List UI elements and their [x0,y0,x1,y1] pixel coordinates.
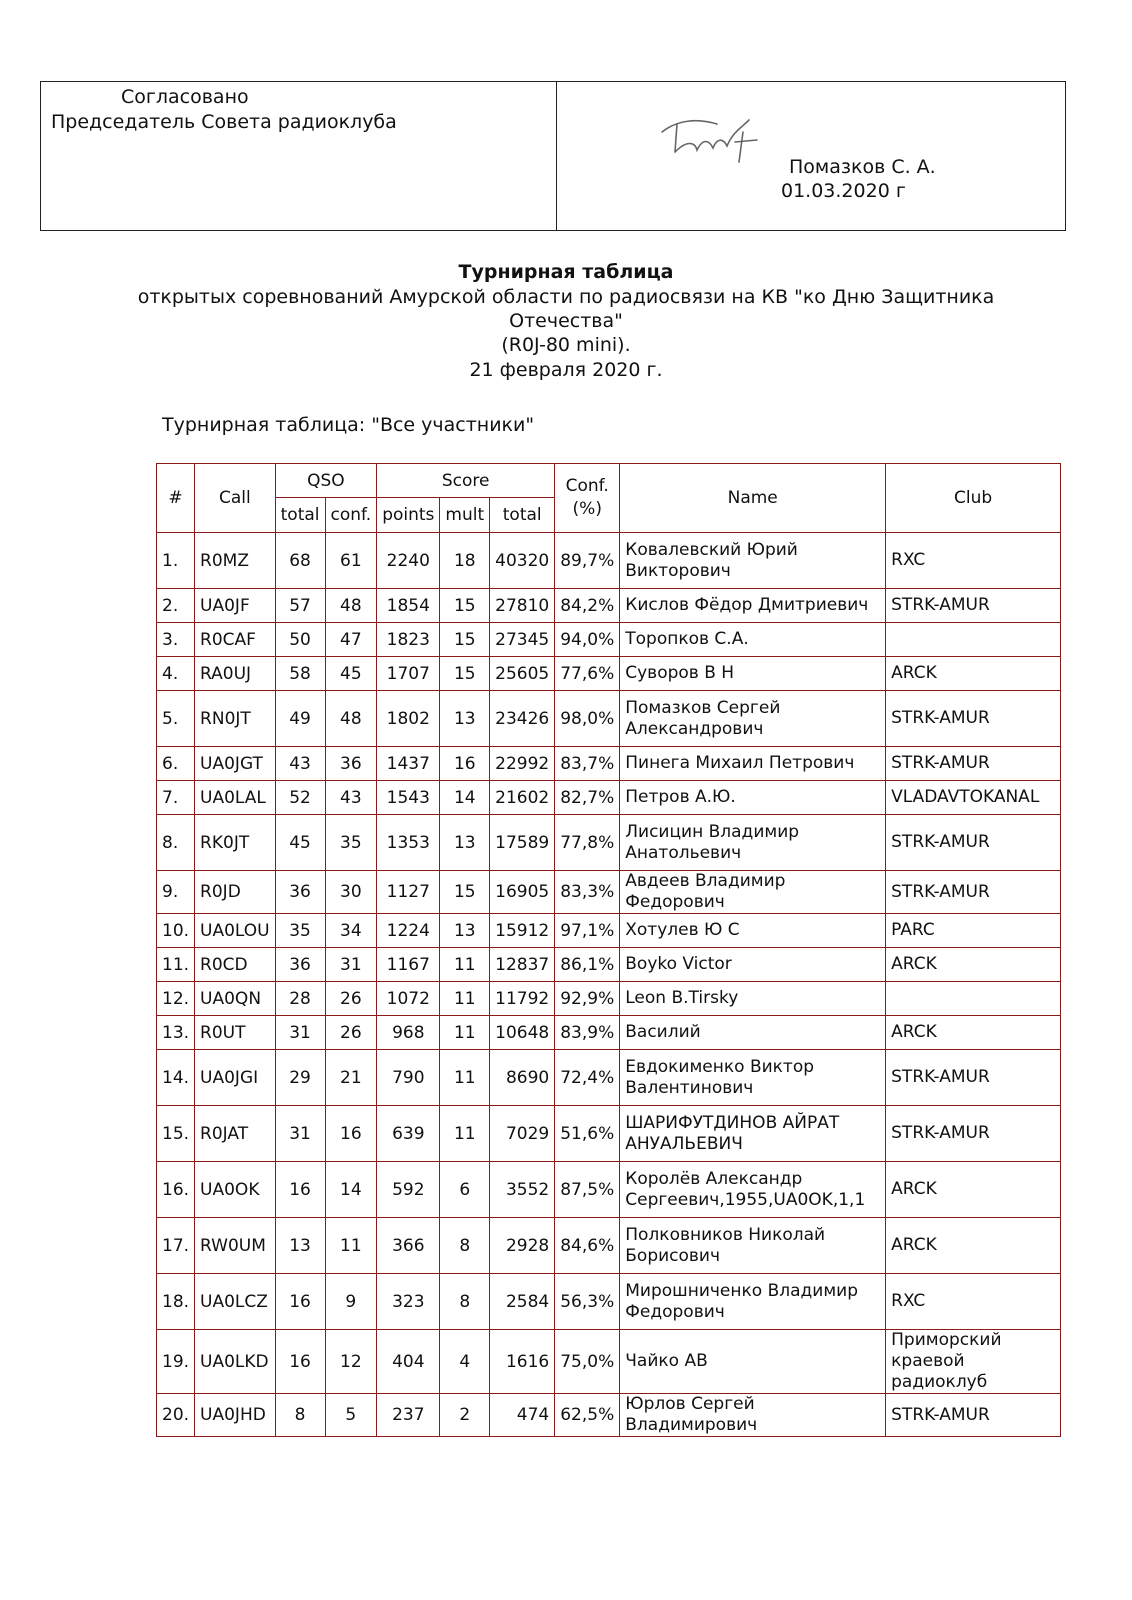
table-row [157,589,1061,623]
cell-num: 1. [157,533,195,589]
cell-club: STRK-AMUR [886,1394,1061,1437]
cell-qso-conf: 9 [325,1274,377,1330]
cell-qso-conf: 16 [325,1106,377,1162]
cell-num: 2. [157,589,195,623]
header-conf-pct-label: Conf. (%) [565,476,609,519]
cell-qso-total: 16 [275,1162,325,1218]
cell-points: 592 [377,1162,440,1218]
results-table [156,463,1061,1437]
cell-name: Евдокименко Виктор Валентинович [620,1050,886,1106]
cell-name: Авдеев Владимир Федорович [620,871,886,914]
document-subtitle-line2: Отечества" [509,310,623,332]
cell-mult: 16 [440,747,490,781]
cell-club: STRK-AMUR [886,1106,1061,1162]
cell-qso-conf: 11 [325,1218,377,1274]
cell-num: 14. [157,1050,195,1106]
cell-conf-pct: 94,0% [555,623,620,657]
cell-qso-total: 58 [275,657,325,691]
cell-mult: 15 [440,623,490,657]
cell-club: STRK-AMUR [886,589,1061,623]
cell-points: 2240 [377,533,440,589]
cell-qso-conf: 47 [325,623,377,657]
cell-conf-pct: 56,3% [555,1274,620,1330]
cell-club: RXC [886,533,1061,589]
cell-qso-conf: 12 [325,1330,377,1394]
cell-call: UA0LCZ [195,1274,276,1330]
cell-qso-conf: 5 [325,1394,377,1437]
cell-name: Boyko Victor [620,948,886,982]
cell-club: STRK-AMUR [886,691,1061,747]
cell-qso-total: 16 [275,1330,325,1394]
cell-mult: 11 [440,948,490,982]
cell-total: 7029 [490,1106,555,1162]
cell-conf-pct: 92,9% [555,982,620,1016]
cell-name: Пинега Михаил Петрович [620,747,886,781]
cell-num: 4. [157,657,195,691]
cell-num: 16. [157,1162,195,1218]
cell-mult: 15 [440,657,490,691]
approval-right-cell [557,82,1065,230]
cell-call: RK0JT [195,815,276,871]
cell-num: 11. [157,948,195,982]
cell-conf-pct: 77,8% [555,815,620,871]
header-qso-conf: conf. [325,498,377,533]
cell-club: STRK-AMUR [886,815,1061,871]
cell-qso-conf: 14 [325,1162,377,1218]
cell-conf-pct: 86,1% [555,948,620,982]
cell-points: 1072 [377,982,440,1016]
cell-conf-pct: 89,7% [555,533,620,589]
cell-call: UA0JF [195,589,276,623]
cell-mult: 11 [440,1016,490,1050]
cell-total: 22992 [490,747,555,781]
cell-name: Ковалевский Юрий Викторович [620,533,886,589]
cell-mult: 6 [440,1162,490,1218]
cell-points: 968 [377,1016,440,1050]
cell-qso-conf: 26 [325,1016,377,1050]
signer-name: Помазков С. А. [789,156,936,178]
table-row [157,1330,1061,1394]
cell-club [886,982,1061,1016]
cell-qso-conf: 36 [325,747,377,781]
cell-total: 27345 [490,623,555,657]
cell-club: ARCK [886,948,1061,982]
cell-total: 474 [490,1394,555,1437]
cell-club: ARCK [886,1218,1061,1274]
cell-mult: 13 [440,691,490,747]
cell-name: Помазков Сергей Александрович [620,691,886,747]
cell-qso-total: 50 [275,623,325,657]
cell-total: 2584 [490,1274,555,1330]
cell-club: STRK-AMUR [886,747,1061,781]
cell-qso-total: 35 [275,914,325,948]
cell-qso-total: 31 [275,1106,325,1162]
section-title: Турнирная таблица: "Все участники" [162,414,535,436]
document-subtitle-line3: (R0J-80 mini). [501,334,631,356]
cell-call: UA0JHD [195,1394,276,1437]
cell-num: 5. [157,691,195,747]
cell-conf-pct: 97,1% [555,914,620,948]
cell-qso-conf: 26 [325,982,377,1016]
cell-qso-conf: 48 [325,589,377,623]
cell-qso-total: 28 [275,982,325,1016]
cell-num: 15. [157,1106,195,1162]
cell-call: RA0UJ [195,657,276,691]
table-row [157,1016,1061,1050]
cell-num: 8. [157,815,195,871]
cell-club: STRK-AMUR [886,871,1061,914]
cell-conf-pct: 84,2% [555,589,620,623]
results-body [157,533,1061,1437]
cell-points: 237 [377,1394,440,1437]
cell-qso-conf: 43 [325,781,377,815]
cell-num: 20. [157,1394,195,1437]
cell-club: Приморский краевой радиоклуб [886,1330,1061,1394]
table-row [157,914,1061,948]
cell-qso-total: 13 [275,1218,325,1274]
cell-call: UA0LKD [195,1330,276,1394]
cell-conf-pct: 75,0% [555,1330,620,1394]
cell-qso-total: 8 [275,1394,325,1437]
cell-call: R0CD [195,948,276,982]
cell-qso-total: 52 [275,781,325,815]
cell-num: 19. [157,1330,195,1394]
cell-points: 1854 [377,589,440,623]
table-row [157,815,1061,871]
cell-name: Leon B.Tirsky [620,982,886,1016]
cell-name: Петров А.Ю. [620,781,886,815]
header-score: Score [377,464,555,498]
cell-qso-conf: 21 [325,1050,377,1106]
cell-total: 21602 [490,781,555,815]
table-row [157,1106,1061,1162]
cell-num: 13. [157,1016,195,1050]
cell-total: 25605 [490,657,555,691]
cell-mult: 15 [440,871,490,914]
cell-mult: 4 [440,1330,490,1394]
table-row [157,1162,1061,1218]
cell-call: UA0OK [195,1162,276,1218]
cell-points: 790 [377,1050,440,1106]
cell-mult: 14 [440,781,490,815]
cell-total: 23426 [490,691,555,747]
cell-points: 1167 [377,948,440,982]
cell-call: R0UT [195,1016,276,1050]
cell-points: 323 [377,1274,440,1330]
cell-conf-pct: 87,5% [555,1162,620,1218]
cell-qso-total: 45 [275,815,325,871]
table-row [157,781,1061,815]
header-score-points: points [377,498,440,533]
header-club: Club [886,464,1061,533]
cell-qso-total: 57 [275,589,325,623]
cell-points: 639 [377,1106,440,1162]
cell-mult: 13 [440,914,490,948]
document-title: Турнирная таблица [458,261,674,283]
cell-name: Хотулев Ю С [620,914,886,948]
cell-mult: 15 [440,589,490,623]
header-name: Name [620,464,886,533]
cell-conf-pct: 83,9% [555,1016,620,1050]
cell-qso-total: 36 [275,948,325,982]
cell-call: R0JD [195,871,276,914]
cell-points: 1353 [377,815,440,871]
cell-qso-total: 43 [275,747,325,781]
cell-call: RW0UM [195,1218,276,1274]
document-subtitle-line1: открытых соревнований Амурской области по радиосвязи на КВ "ко Дню Защитника [137,286,995,308]
event-date: 21 февраля 2020 г. [469,359,663,381]
approval-label: Согласовано [121,86,249,108]
cell-club: PARC [886,914,1061,948]
table-row [157,691,1061,747]
cell-name: Полковников Николай Борисович [620,1218,886,1274]
cell-name: Чайко АВ [620,1330,886,1394]
cell-qso-conf: 34 [325,914,377,948]
cell-total: 16905 [490,871,555,914]
cell-qso-conf: 30 [325,871,377,914]
header-qso: QSO [275,464,377,498]
approval-date: 01.03.2020 г [781,180,906,202]
header-score-total: total [490,498,555,533]
cell-club: ARCK [886,1162,1061,1218]
cell-num: 10. [157,914,195,948]
cell-total: 17589 [490,815,555,871]
cell-num: 18. [157,1274,195,1330]
cell-club: VLADAVTOKANAL [886,781,1061,815]
table-row [157,871,1061,914]
approval-left-cell [41,82,557,230]
cell-mult: 13 [440,815,490,871]
cell-call: UA0QN [195,982,276,1016]
approval-position: Председатель Совета радиоклуба [51,111,397,133]
cell-name: Василий [620,1016,886,1050]
cell-points: 1224 [377,914,440,948]
cell-qso-total: 36 [275,871,325,914]
cell-num: 3. [157,623,195,657]
cell-num: 12. [157,982,195,1016]
cell-num: 6. [157,747,195,781]
cell-club [886,623,1061,657]
cell-total: 27810 [490,589,555,623]
cell-club: ARCK [886,657,1061,691]
cell-name: Лисицин Владимир Анатольевич [620,815,886,871]
cell-name: Суворов В Н [620,657,886,691]
table-row [157,982,1061,1016]
cell-mult: 11 [440,982,490,1016]
cell-mult: 11 [440,1050,490,1106]
cell-call: UA0JGT [195,747,276,781]
header-conf-pct [555,464,620,533]
cell-mult: 11 [440,1106,490,1162]
cell-call: R0JAT [195,1106,276,1162]
header-score-mult: mult [440,498,490,533]
cell-points: 404 [377,1330,440,1394]
header-call: Call [195,464,276,533]
cell-conf-pct: 82,7% [555,781,620,815]
cell-club: RXC [886,1274,1061,1330]
cell-mult: 2 [440,1394,490,1437]
table-row [157,1050,1061,1106]
cell-name: Кислов Фёдор Дмитриевич [620,589,886,623]
cell-qso-conf: 35 [325,815,377,871]
cell-mult: 8 [440,1218,490,1274]
cell-total: 1616 [490,1330,555,1394]
cell-conf-pct: 83,3% [555,871,620,914]
cell-total: 10648 [490,1016,555,1050]
cell-qso-conf: 48 [325,691,377,747]
cell-qso-total: 16 [275,1274,325,1330]
cell-points: 1802 [377,691,440,747]
cell-qso-conf: 31 [325,948,377,982]
cell-name: Мирошниченко Владимир Федорович [620,1274,886,1330]
cell-conf-pct: 98,0% [555,691,620,747]
cell-qso-total: 49 [275,691,325,747]
cell-points: 1437 [377,747,440,781]
cell-qso-total: 31 [275,1016,325,1050]
cell-total: 11792 [490,982,555,1016]
cell-call: R0MZ [195,533,276,589]
table-row [157,1274,1061,1330]
cell-call: UA0JGI [195,1050,276,1106]
table-row [157,623,1061,657]
cell-name: Юрлов Сергей Владимирович [620,1394,886,1437]
cell-name: ШАРИФУТДИНОВ АЙРАТ АНУАЛЬЕВИЧ [620,1106,886,1162]
cell-conf-pct: 51,6% [555,1106,620,1162]
cell-points: 1543 [377,781,440,815]
cell-num: 17. [157,1218,195,1274]
cell-mult: 18 [440,533,490,589]
cell-call: UA0LAL [195,781,276,815]
cell-qso-total: 29 [275,1050,325,1106]
cell-conf-pct: 72,4% [555,1050,620,1106]
cell-num: 7. [157,781,195,815]
table-row [157,533,1061,589]
table-row [157,1218,1061,1274]
cell-total: 8690 [490,1050,555,1106]
cell-points: 1707 [377,657,440,691]
header-qso-total: total [275,498,325,533]
cell-club: STRK-AMUR [886,1050,1061,1106]
table-row [157,657,1061,691]
cell-conf-pct: 62,5% [555,1394,620,1437]
cell-total: 15912 [490,914,555,948]
table-row [157,1394,1061,1437]
cell-total: 3552 [490,1162,555,1218]
cell-conf-pct: 83,7% [555,747,620,781]
cell-call: UA0LOU [195,914,276,948]
cell-mult: 8 [440,1274,490,1330]
cell-total: 40320 [490,533,555,589]
cell-name: Королёв Александр Сергеевич,1955,UA0OK,1,1 [620,1162,886,1218]
cell-club: ARCK [886,1016,1061,1050]
cell-conf-pct: 84,6% [555,1218,620,1274]
cell-points: 1823 [377,623,440,657]
signature-image [657,112,777,172]
approval-box [40,81,1066,231]
header-num: # [157,464,195,533]
cell-points: 366 [377,1218,440,1274]
cell-conf-pct: 77,6% [555,657,620,691]
cell-points: 1127 [377,871,440,914]
cell-num: 9. [157,871,195,914]
table-row [157,948,1061,982]
cell-qso-total: 68 [275,533,325,589]
table-row [157,747,1061,781]
cell-qso-conf: 45 [325,657,377,691]
cell-name: Торопков С.А. [620,623,886,657]
cell-total: 12837 [490,948,555,982]
cell-total: 2928 [490,1218,555,1274]
cell-call: R0CAF [195,623,276,657]
cell-call: RN0JT [195,691,276,747]
cell-qso-conf: 61 [325,533,377,589]
